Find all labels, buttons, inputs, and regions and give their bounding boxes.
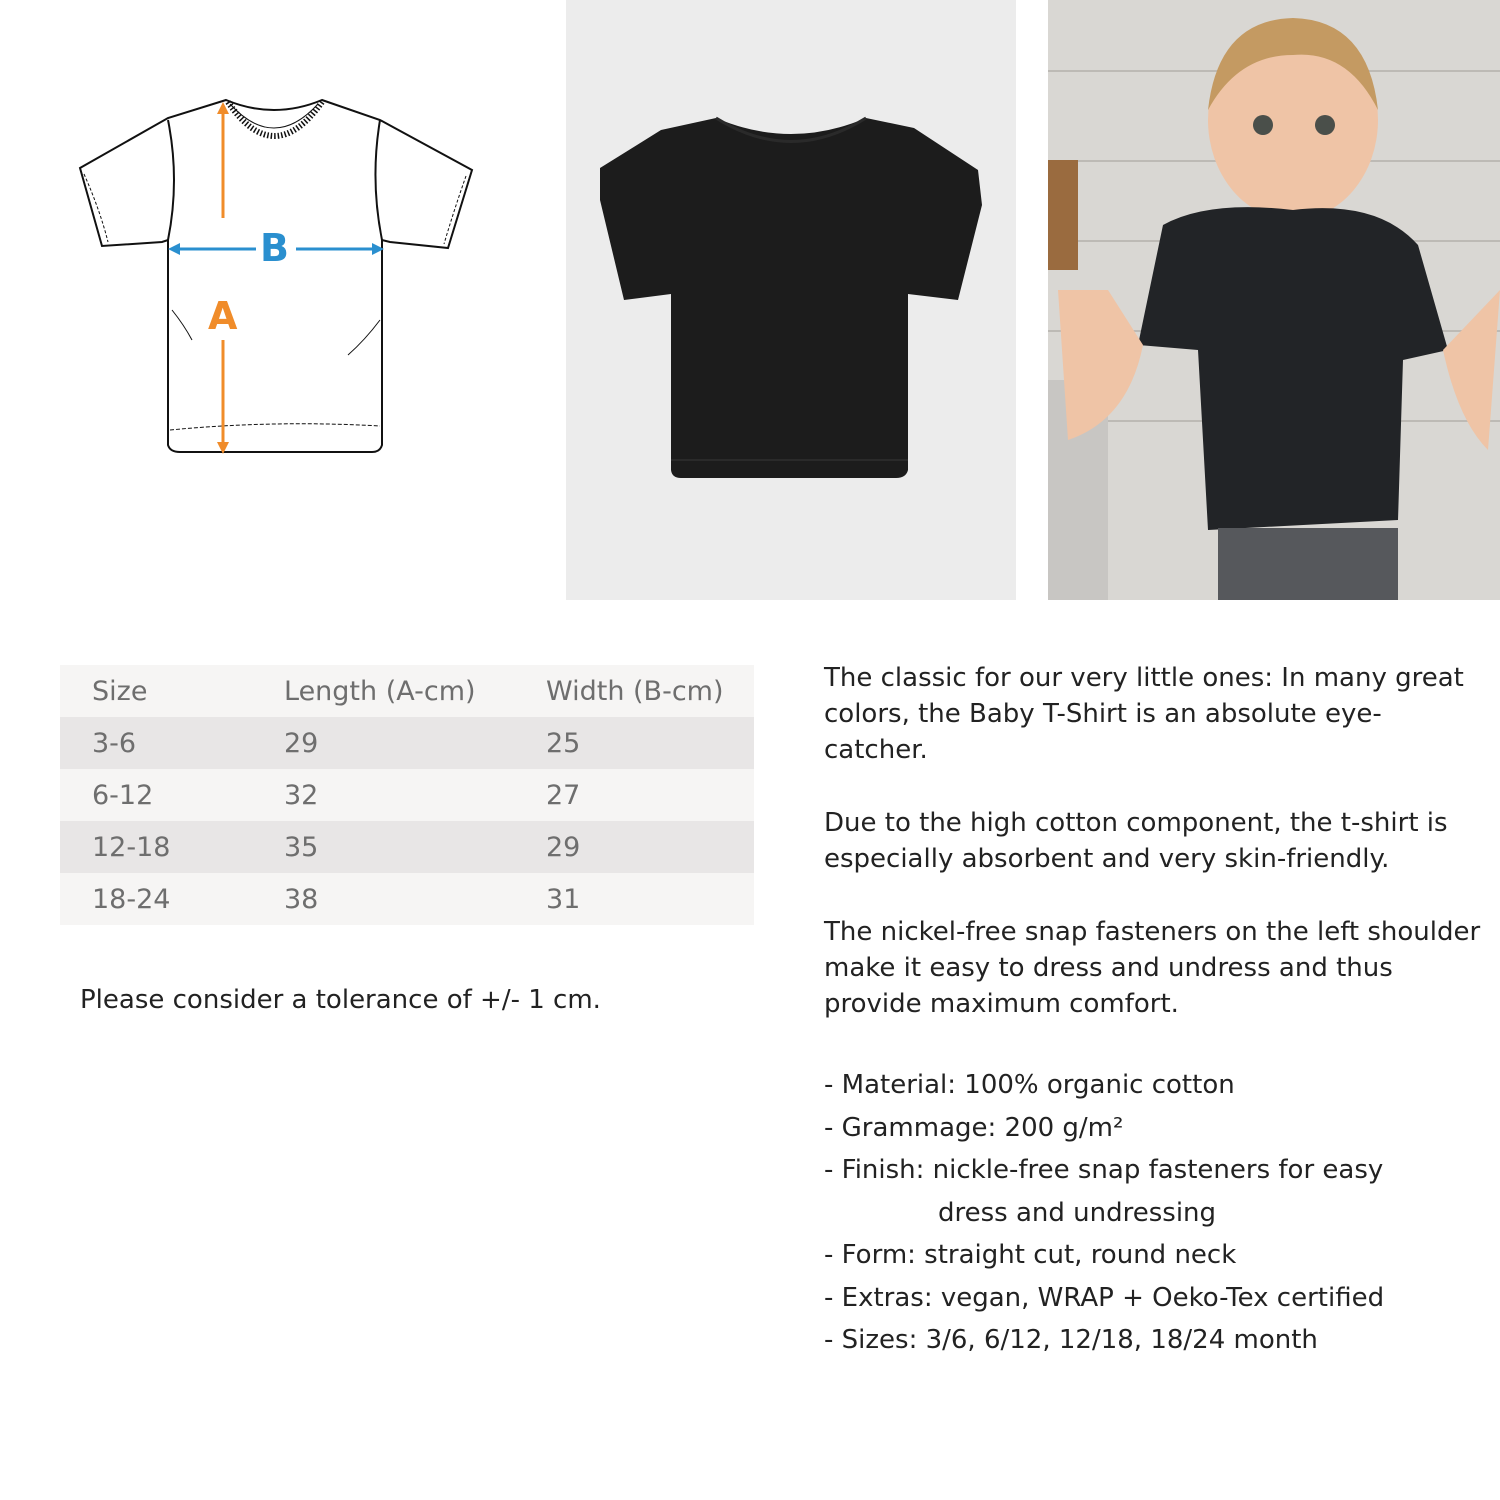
cell-size: 18-24 [92, 883, 171, 915]
product-photo [566, 0, 1016, 600]
description-paragraph: The classic for our very little ones: In many great colors, the Baby T-Shirt is an absolute eye-catcher. [824, 663, 1464, 765]
header-size: Size [92, 675, 148, 707]
cell-size: 6-12 [92, 779, 154, 811]
cell-size: 12-18 [92, 831, 171, 863]
label-a: A [208, 294, 238, 338]
tshirt-outline-icon [60, 90, 490, 470]
table-row [60, 717, 754, 769]
table-header-row [60, 665, 754, 717]
cell-length: 38 [284, 883, 319, 915]
description-paragraph: Due to the high cotton component, the t-shirt is especially absorbent and very skin-friendly. [824, 808, 1448, 874]
description-paragraph: The nickel-free snap fasteners on the left shoulder make it easy to dress and undress and thus provide maximum comfort. [824, 917, 1481, 1019]
label-b: B [260, 226, 289, 270]
header-length: Length (A-cm) [284, 675, 476, 707]
feature-grammage: - Grammage: 200 g/m² [824, 1112, 1124, 1143]
feature-finish-continued: dress and undressing [938, 1197, 1217, 1228]
model-photo [1048, 0, 1500, 600]
cell-width: 25 [546, 727, 581, 759]
feature-material: - Material: 100% organic cotton [824, 1070, 1235, 1100]
feature-list [824, 1064, 1484, 1362]
cell-length: 29 [284, 727, 319, 759]
cell-length: 35 [284, 831, 319, 863]
cell-size: 3-6 [92, 727, 137, 759]
baby-image [1048, 0, 1500, 600]
measurement-diagram [60, 90, 490, 470]
tolerance-note: Please consider a tolerance of +/- 1 cm. [80, 985, 601, 1015]
black-tshirt-image [566, 0, 1016, 600]
product-description [824, 660, 1484, 1362]
feature-sizes: - Sizes: 3/6, 6/12, 12/18, 18/24 month [824, 1325, 1318, 1355]
table-row [60, 873, 754, 925]
cell-width: 29 [546, 831, 581, 863]
header-width: Width (B-cm) [546, 675, 724, 707]
size-table [60, 665, 754, 925]
feature-extras: - Extras: vegan, WRAP + Oeko-Tex certified [824, 1282, 1385, 1313]
table-row [60, 821, 754, 873]
cell-width: 31 [546, 883, 581, 915]
table-row [60, 769, 754, 821]
feature-finish: - Finish: nickle-free snap fasteners for easy [824, 1155, 1384, 1185]
cell-length: 32 [284, 779, 319, 811]
feature-form: - Form: straight cut, round neck [824, 1240, 1237, 1270]
length-arrow-a [217, 102, 229, 454]
cell-width: 27 [546, 779, 581, 811]
